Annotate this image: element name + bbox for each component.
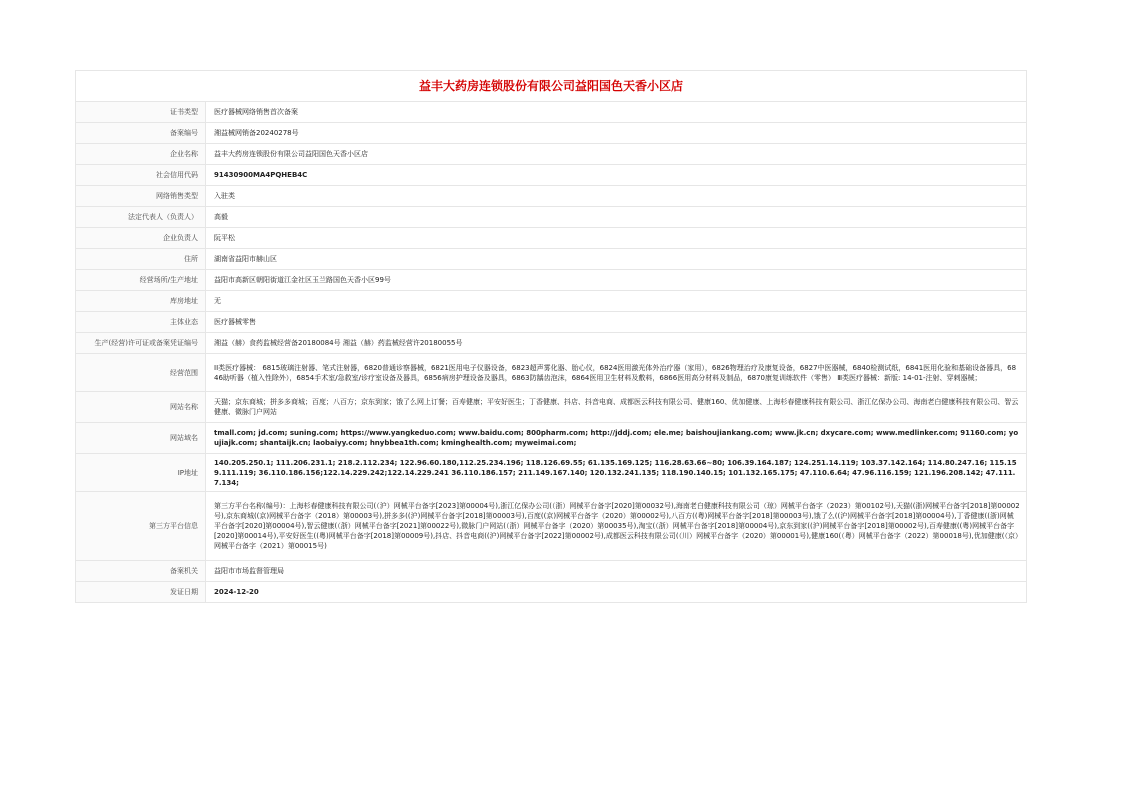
row-label: 网站名称 bbox=[76, 392, 206, 423]
record-table bbox=[75, 101, 1027, 603]
record-sheet bbox=[75, 70, 1027, 603]
row-label: 发证日期 bbox=[76, 582, 206, 603]
table-row bbox=[76, 423, 1027, 454]
table-row bbox=[76, 186, 1027, 207]
row-value: 益阳市高新区朝阳街道江金社区玉兰路国色天香小区99号 bbox=[206, 270, 1027, 291]
row-value: 阮平松 bbox=[206, 228, 1027, 249]
row-label: 企业负责人 bbox=[76, 228, 206, 249]
row-label: IP地址 bbox=[76, 454, 206, 492]
table-row bbox=[76, 207, 1027, 228]
table-row bbox=[76, 492, 1027, 561]
row-label: 企业名称 bbox=[76, 144, 206, 165]
row-value: 入驻类 bbox=[206, 186, 1027, 207]
row-value: 高毅 bbox=[206, 207, 1027, 228]
row-value: 医疗器械零售 bbox=[206, 312, 1027, 333]
table-row bbox=[76, 454, 1027, 492]
row-value: 湖南省益阳市赫山区 bbox=[206, 249, 1027, 270]
table-row bbox=[76, 561, 1027, 582]
row-label: 备案机关 bbox=[76, 561, 206, 582]
table-row bbox=[76, 102, 1027, 123]
row-value: 益丰大药房连锁股份有限公司益阳国色天香小区店 bbox=[206, 144, 1027, 165]
row-value: 天猫；京东商城；拼多多商城；百度；八百方；京东到家；饿了么网上订餐；百寿健康；平安好医生；丁香健康、抖店、抖音电商、成都医云科技有限公司、健康160、优加健康、上海杉春健康科技有限公司、浙江亿保办公司、海南老白健康科技有限公司、智云健康、微脉门户网站 bbox=[206, 392, 1027, 423]
row-value: II类医疗器械： 6815玻璃注射器、笔式注射器，6820普通诊察器械，6821医用电子仪器设备，6823超声雾化器、胎心仪，6824医用激光体外治疗器（家用），6826物理治疗及康复设备，6827中医器械，6840检测试纸，6841医用化验和基础设备器具，6846助听器（植入性除外），6854手术室/急救室/诊疗室设备及器具，6856病房护理设备及器具，6863防龋齿泡沫，6864医用卫生材料及敷料，6866医用高分材料及制品，6870康复训练软件（零售） Ⅲ类医疗器械：新版: 14-01-注射、穿刺器械； bbox=[206, 354, 1027, 392]
table-row bbox=[76, 392, 1027, 423]
row-label: 第三方平台信息 bbox=[76, 492, 206, 561]
row-label: 生产(经营)许可证或备案凭证编号 bbox=[76, 333, 206, 354]
row-value: tmall.com; jd.com; suning.com; https://www.yangkeduo.com; www.baidu.com; 800pharm.com; http://jddj.com; ele.me; baishoujiankang.com; www.jk.cn; dxycare.com; www.medlinker.com; 91160.com; youjiajk.com; shantaijk.cn; laobaiyy.com; hnybbea1th.com; kminghealth.com; myweimai.com; bbox=[206, 423, 1027, 454]
table-row bbox=[76, 582, 1027, 603]
table-row bbox=[76, 354, 1027, 392]
row-value: 2024-12-20 bbox=[206, 582, 1027, 603]
row-label: 证书类型 bbox=[76, 102, 206, 123]
row-value: 湘益械网销备20240278号 bbox=[206, 123, 1027, 144]
table-row bbox=[76, 249, 1027, 270]
table-row bbox=[76, 291, 1027, 312]
table-row bbox=[76, 228, 1027, 249]
row-label: 网站域名 bbox=[76, 423, 206, 454]
table-row bbox=[76, 333, 1027, 354]
row-value: 湘益（赫）食药监械经营备20180084号 湘益（赫）药监械经营许20180055号 bbox=[206, 333, 1027, 354]
table-row bbox=[76, 123, 1027, 144]
row-label: 社会信用代码 bbox=[76, 165, 206, 186]
row-label: 备案编号 bbox=[76, 123, 206, 144]
row-label: 经营范围 bbox=[76, 354, 206, 392]
row-label: 法定代表人（负责人） bbox=[76, 207, 206, 228]
row-label: 库房地址 bbox=[76, 291, 206, 312]
row-value: 第三方平台名称(编号)：上海杉春健康科技有限公司(（沪）网械平台备字[2023]第00004号),浙江亿保办公司(（浙）网械平台备字[2020]第00032号),海南老白健康科技有限公司（琼）网械平台备字（2023）第00102号),天猫((浙)网械平台备字[2018]第00002号),京东商城((京)网械平台备字（2018）第00003号),拼多多((沪)网械平台备字[2018]第00003号),百度((京)网械平台备字（2020）第00002号),八百方((粤)网械平台备字[2018]第00003号),饿了么((沪)网械平台备字[2018]第00004号),丁香健康((浙)网械平台备字[2020]第00004号),智云健康(（浙）网械平台备字[2021]第00022号),微脉门户网站(（浙）网械平台备字（2020）第00035号),淘宝(（浙）网械平台备字[2018]第00004号),京东到家((沪)网械平台备字[2018]第00002号),百寿健康((粤)网械平台备字[2020]第00014号),平安好医生((粤)网械平台备字[2018]第00009号),抖店、抖音电商((沪)网械平台备字[2022]第00002号),成都医云科技有限公司(（川）网械平台备字（2020）第00001号),健康160(（粤）网械平台备字（2022）第00018号),优加健康(（京）网械平台备字（2021）第00015号) bbox=[206, 492, 1027, 561]
row-label: 主体业态 bbox=[76, 312, 206, 333]
row-value: 91430900MA4PQHEB4C bbox=[206, 165, 1027, 186]
table-row bbox=[76, 312, 1027, 333]
table-row bbox=[76, 165, 1027, 186]
row-label: 经营场所/生产地址 bbox=[76, 270, 206, 291]
table-row bbox=[76, 270, 1027, 291]
row-value: 医疗器械网络销售首次备案 bbox=[206, 102, 1027, 123]
row-label: 网络销售类型 bbox=[76, 186, 206, 207]
row-value: 无 bbox=[206, 291, 1027, 312]
table-row bbox=[76, 144, 1027, 165]
row-value: 益阳市市场监督管理局 bbox=[206, 561, 1027, 582]
row-label: 住所 bbox=[76, 249, 206, 270]
page-title: 益丰大药房连锁股份有限公司益阳国色天香小区店 bbox=[75, 70, 1027, 101]
row-value: 140.205.250.1; 111.206.231.1; 218.2.112.234; 122.96.60.180,112.25.234.196; 118.126.69.55; 61.135.169.125; 116.28.63.66~80; 106.39.164.187; 124.251.14.119; 103.37.142.164; 114.80.247.16; 115.159.111.119; 36.110.186.156;122.14.229.242;122.14.229.241 36.110.186.157; 211.149.167.140; 120.132.241.135; 118.190.140.15; 101.132.165.175; 47.110.6.64; 47.96.116.159; 121.196.208.142; 47.111.7.134; bbox=[206, 454, 1027, 492]
